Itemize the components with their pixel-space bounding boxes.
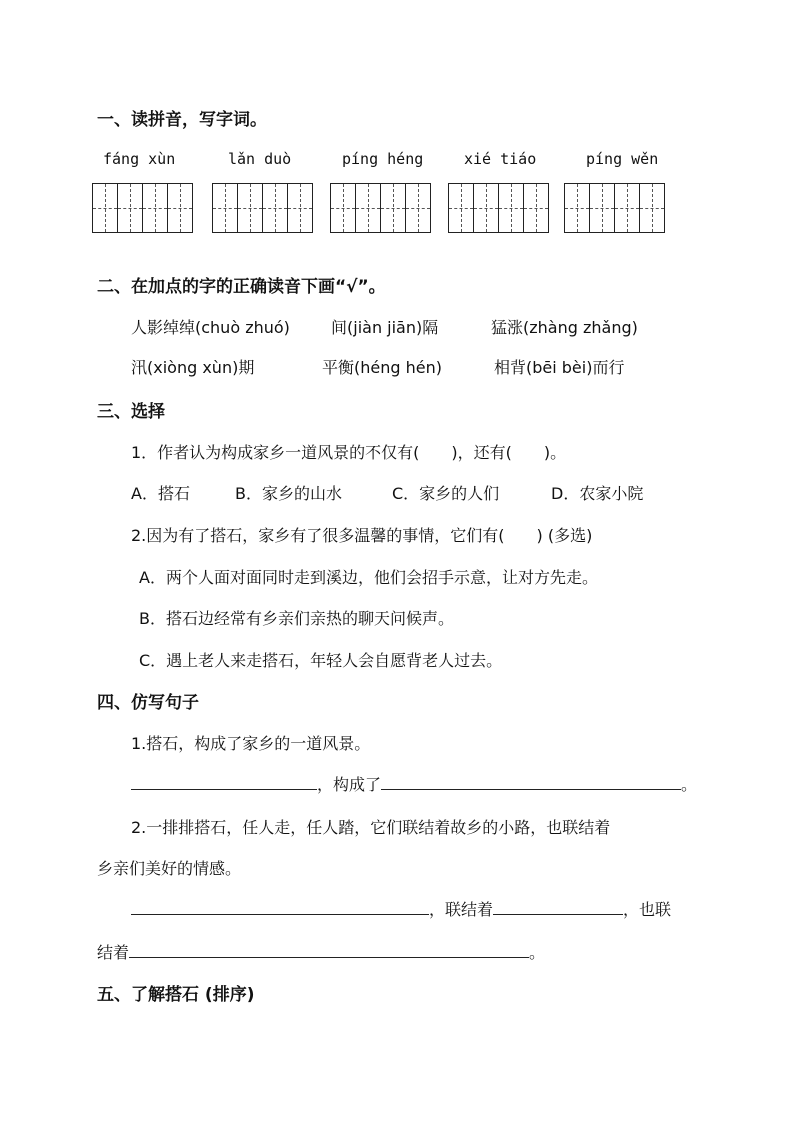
choice-q1-option-d[interactable]: D．农家小院 [551,484,644,503]
choice-q2-option-b[interactable]: B．搭石边经常有乡亲们亲热的聊天问候声。 [139,609,454,628]
imitate-q1-answer-row [131,772,697,795]
imitate-q2-end: 。 [529,943,546,962]
reading-item-5: 平衡(héng hén) [322,358,442,377]
imitate-q2-line2: 乡亲们美好的情感。 [97,859,242,878]
imitate-q2-answer-row-2 [97,940,545,963]
imitate-q1: 1.搭石，构成了家乡的一道风景。 [131,734,371,753]
section-4-title: 四、仿写句子 [97,693,199,713]
pinyin-1: fáng xùn [103,150,176,168]
reading-item-2: 间(jiàn jiān)隔 [331,318,439,337]
pinyin-4: xié tiáo [464,150,537,168]
pinyin-5: píng wěn [586,150,659,168]
imitate-q2-answer-row-1 [131,897,671,920]
reading-item-6: 相背(bēi bèi)而行 [494,358,625,377]
choice-q2-option-c[interactable]: C．遇上老人来走搭石，年轻人会自愿背老人过去。 [139,651,503,670]
blank-line[interactable] [493,900,623,915]
imitate-q1-end: 。 [681,775,698,794]
imitate-q2-mid1: ，联结着 [429,900,494,919]
choice-q1: 1．作者认为构成家乡一道风景的不仅有( )，还有( )。 [131,443,567,462]
reading-item-4: 汛(xiòng xùn)期 [131,358,255,377]
choice-q2-option-a[interactable]: A．两个人面对面同时走到溪边，他们会招手示意，让对方先走。 [139,568,598,587]
imitate-q2-line1: 2.一排排搭石，任人走，任人踏，它们联结着故乡的小路，也联结着 [131,818,611,837]
choice-q1-option-c[interactable]: C．家乡的人们 [392,484,500,503]
reading-item-3: 猛涨(zhàng zhǎng) [491,318,638,337]
choice-q1-option-a[interactable]: A．搭石 [131,484,190,503]
imitate-q1-mid: ，构成了 [317,775,382,794]
choice-q2: 2.因为有了搭石，家乡有了很多温馨的事情，它们有( ) (多选) [131,526,593,545]
imitate-q2-start3: 结着 [97,943,130,962]
writing-grid-4[interactable] [448,183,549,233]
writing-grid-1[interactable] [92,183,193,233]
section-2-title: 二、在加点的字的正确读音下画“√”。 [97,277,386,297]
reading-item-1: 人影绰绰(chuò zhuó) [131,318,290,337]
choice-q1-option-b[interactable]: B．家乡的山水 [235,484,342,503]
pinyin-2: lǎn duò [228,150,292,168]
imitate-q2-mid2: ，也联 [623,900,672,919]
writing-grid-3[interactable] [330,183,431,233]
blank-line[interactable] [131,900,429,915]
pinyin-3: píng héng [342,150,424,168]
section-5-title: 五、了解搭石 (排序) [97,985,255,1005]
writing-grid-5[interactable] [564,183,665,233]
blank-line[interactable] [129,943,529,958]
blank-line[interactable] [131,775,317,790]
section-3-title: 三、选择 [97,402,165,422]
blank-line[interactable] [381,775,681,790]
section-1-title: 一、读拼音，写字词。 [97,110,267,130]
writing-grid-2[interactable] [212,183,313,233]
